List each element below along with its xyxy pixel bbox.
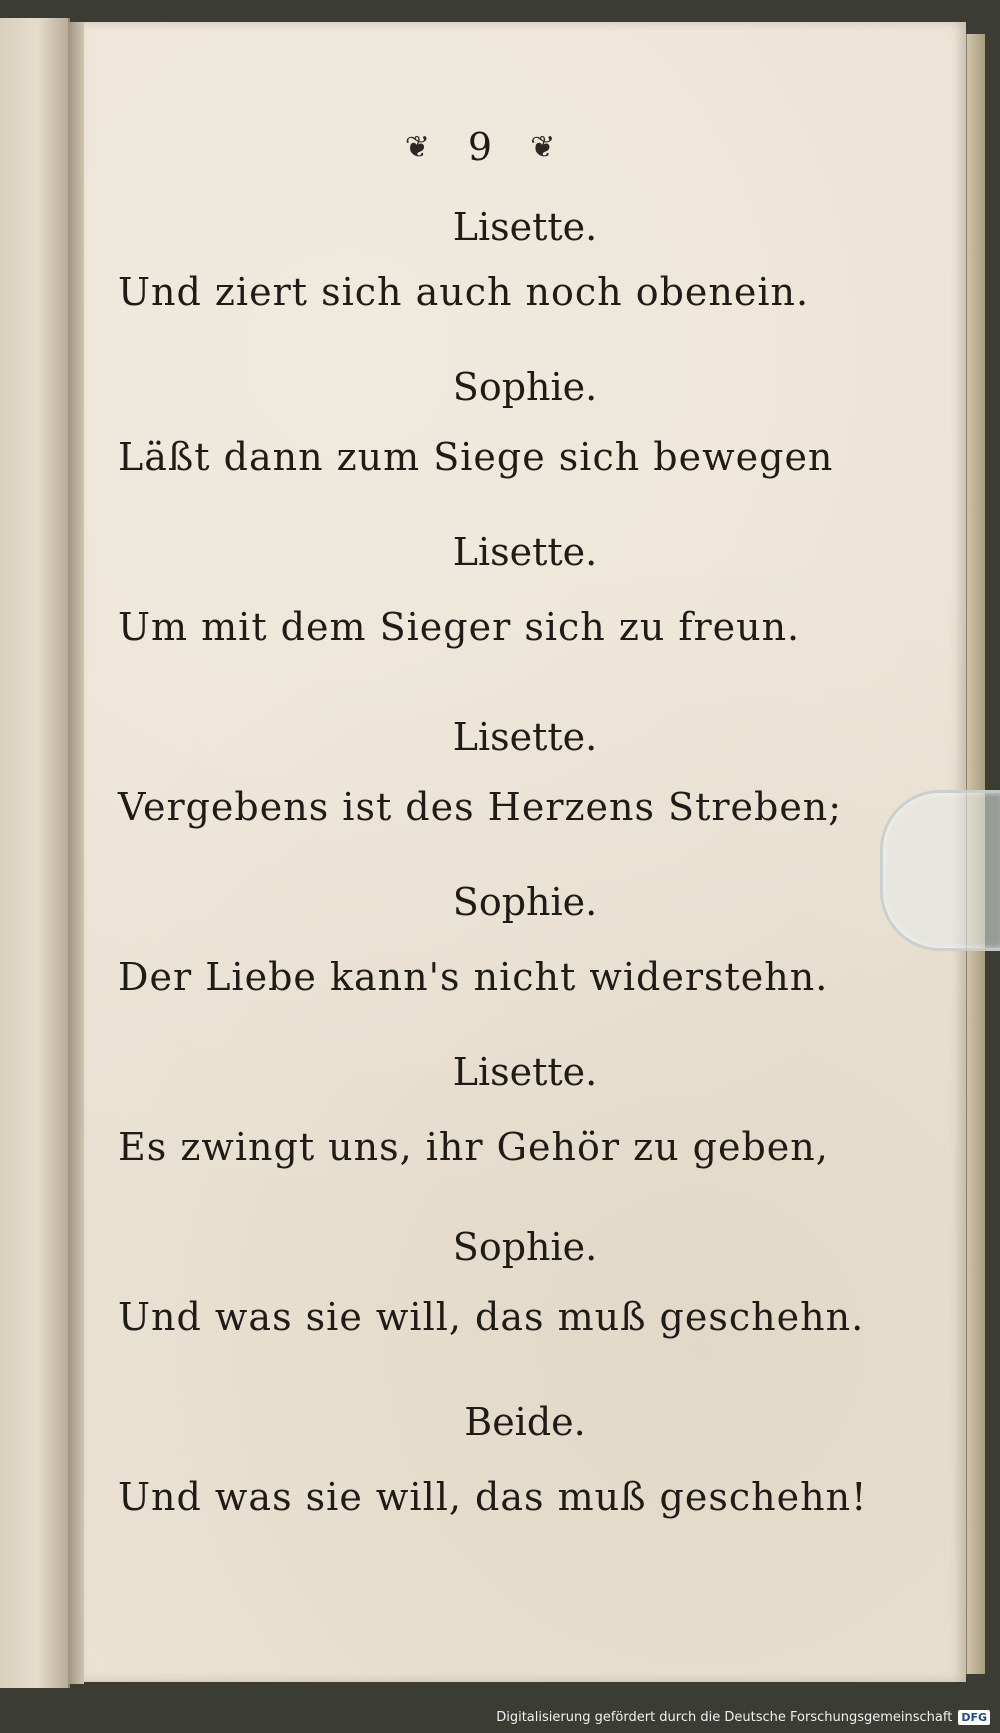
verse-line: Um mit dem Sieger sich zu freun.	[118, 605, 801, 649]
verse-line: Vergebens ist des Herzens Streben;	[118, 785, 843, 829]
speaker-heading: Lisette.	[452, 205, 598, 249]
dfg-logo: DFG	[958, 1710, 990, 1725]
page-header	[350, 122, 610, 172]
speaker-heading: Lisette.	[452, 530, 598, 574]
footer-credit: Digitalisierung gefördert durch die Deutsche Forschungsgemeinschaft	[496, 1709, 953, 1725]
ornament-right-icon: ❦	[530, 129, 556, 165]
digitization-footer	[496, 1707, 990, 1727]
speaker-heading: Sophie.	[452, 365, 598, 409]
speaker-heading: Sophie.	[452, 880, 598, 924]
speaker-heading: Lisette.	[452, 1050, 598, 1094]
verse-line: Es zwingt uns, ihr Gehör zu geben,	[118, 1125, 829, 1169]
ornament-left-icon: ❦	[404, 129, 430, 165]
page-number: 9	[467, 125, 493, 169]
book-gutter	[68, 22, 84, 1684]
verse-line: Und was sie will, das muß geschehn.	[118, 1295, 865, 1339]
left-page-edge	[0, 18, 70, 1688]
speaker-heading: Lisette.	[452, 715, 598, 759]
verse-line: Läßt dann zum Siege sich bewegen	[118, 435, 834, 479]
verse-line: Und was sie will, das muß geschehn!	[118, 1475, 868, 1519]
speaker-heading: Beide.	[464, 1400, 586, 1444]
verse-line: Und ziert sich auch noch obenein.	[118, 270, 810, 314]
verse-line: Der Liebe kann's nicht widerstehn.	[118, 955, 829, 999]
page-clip	[880, 790, 1000, 951]
speaker-heading: Sophie.	[452, 1225, 598, 1269]
